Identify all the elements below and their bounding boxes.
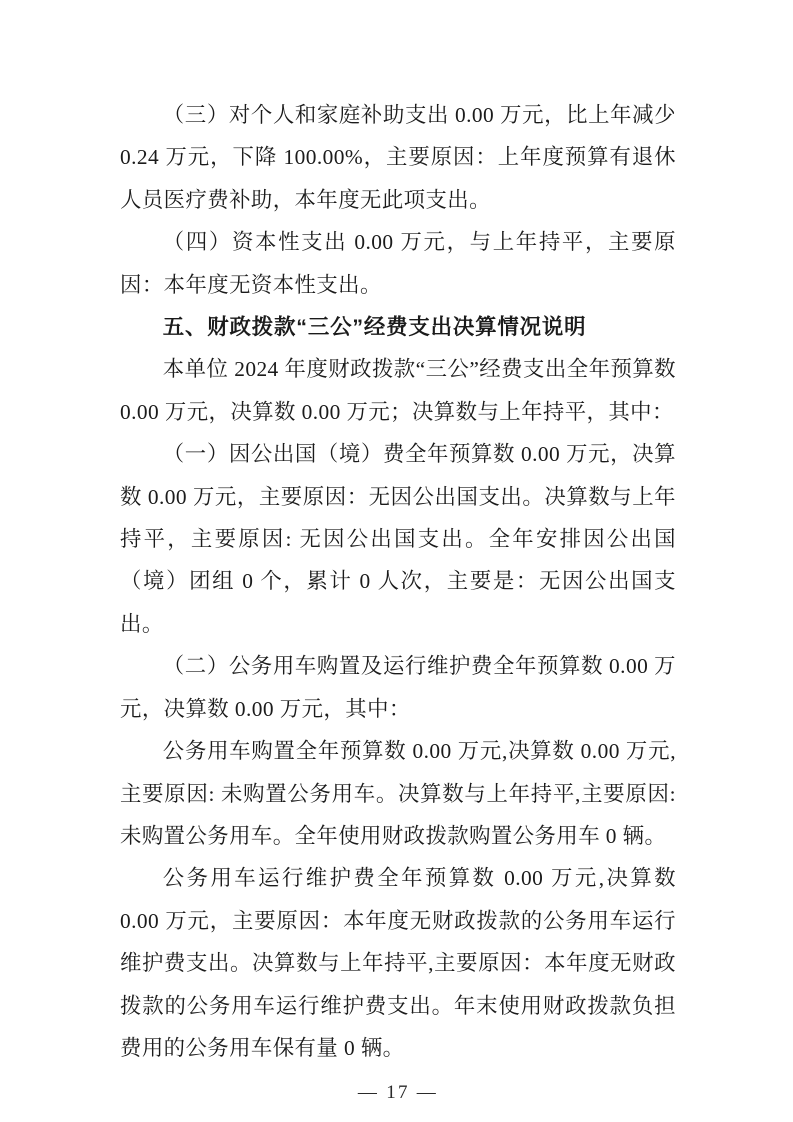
para-official-vehicle-purchase: 公务用车购置全年预算数 0.00 万元,决算数 0.00 万元,主要原因: 未购置公务用车。决算数与上年持平,主要原因: 未购置公务用车。全年使用财政拨款购置公务用车 0 辆。 <box>120 739 676 848</box>
para-subsidy-individuals: （三）对个人和家庭补助支出 0.00 万元，比上年减少 0.24 万元，下降 100.00%，主要原因：上年度预算有退休人员医疗费补助，本年度无此项支出。 <box>120 103 676 212</box>
page-number: — 17 — <box>357 1082 439 1104</box>
para-three-public-overview: 本单位 2024 年度财政拨款“三公”经费支出全年预算数 0.00 万元，决算数 0.00 万元；决算数与上年持平，其中： <box>120 357 676 424</box>
para-capital-expenditure: （四）资本性支出 0.00 万元，与上年持平，主要原因：本年度无资本性支出。 <box>120 230 676 297</box>
para-official-vehicle-maintenance: 公务用车运行维护费全年预算数 0.00 万元,决算数 0.00 万元，主要原因：本年度无财政拨款的公务用车运行维护费支出。决算数与上年持平,主要原因：本年度无财政拨款的公务用车运行维护费支出。年末使用财政拨款负担费用的公务用车保有量 0 辆。 <box>120 866 676 1060</box>
para-overseas-travel-expense: （一）因公出国（境）费全年预算数 0.00 万元，决算数 0.00 万元，主要原因：无因公出国支出。决算数与上年持平，主要原因: 无因公出国支出。全年安排因公出国（境）团组 0 个，累计 0 人次，主要是：无因公出国支出。 <box>120 442 676 636</box>
section-heading-three-public-funds: 五、财政拨款“三公”经费支出决算情况说明 <box>162 315 587 340</box>
para-official-vehicle-total: （二）公务用车购置及运行维护费全年预算数 0.00 万元，决算数 0.00 万元，其中： <box>120 654 676 721</box>
